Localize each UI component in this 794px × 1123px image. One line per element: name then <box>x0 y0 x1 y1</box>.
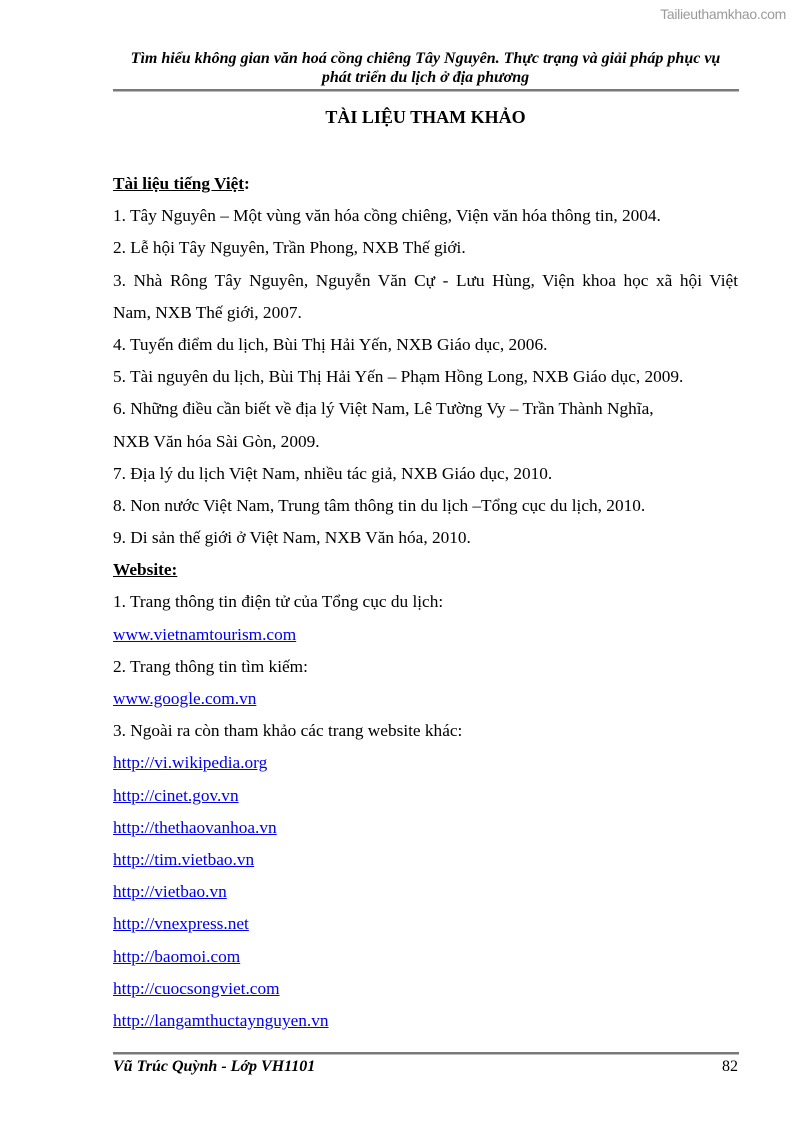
reference-item: 7. Địa lý du lịch Việt Nam, nhiều tác giả, NXB Giáo dục, 2010. <box>113 463 553 483</box>
page-footer <box>113 1058 738 1076</box>
section-heading-text: Website: <box>113 560 178 580</box>
reference-item: 2. Lễ hội Tây Nguyên, Trần Phong, NXB Thế giới. <box>113 238 466 258</box>
section-heading-vietnamese <box>113 168 738 200</box>
reference-item: 6. Những điều cần biết về địa lý Việt Nam, Lê Tường Vy – Trần Thành Nghĩa, <box>113 399 654 419</box>
reference-item-continued: NXB Văn hóa Sài Gòn, 2009. <box>113 431 320 451</box>
header-divider <box>113 89 739 92</box>
page-title: TÀI LIỆU THAM KHẢO <box>325 107 526 127</box>
link-wikipedia[interactable]: http://vi.wikipedia.org <box>113 753 268 773</box>
website-item: 3. Ngoài ra còn tham khảo các trang website khác: <box>113 721 463 741</box>
link-cinet[interactable]: http://cinet.gov.vn <box>113 785 239 805</box>
section-heading-website <box>113 554 738 586</box>
website-item: 2. Trang thông tin tìm kiếm: <box>113 656 308 676</box>
link-cuocsongviet[interactable]: http://cuocsongviet.com <box>113 978 280 998</box>
references-body <box>113 168 738 1037</box>
heading-colon: : <box>244 174 250 193</box>
running-header <box>113 49 738 87</box>
link-vietnamtourism[interactable]: www.vietnamtourism.com <box>113 624 297 644</box>
section-heading-text: Tài liệu tiếng Việt <box>113 174 245 193</box>
link-vietbao[interactable]: http://vietbao.vn <box>113 882 227 902</box>
page-number: 82 <box>722 1058 738 1075</box>
link-google[interactable]: www.google.com.vn <box>113 689 257 708</box>
link-vnexpress[interactable]: http://vnexpress.net <box>113 914 249 934</box>
reference-item: 5. Tài nguyên du lịch, Bùi Thị Hải Yến – Phạm Hồng Long, NXB Giáo dục, 2009. <box>113 367 684 387</box>
footer-author: Vũ Trúc Quỳnh - Lớp VH1101 <box>113 1058 316 1075</box>
header-line-2: phát triển du lịch ở địa phương <box>321 69 530 86</box>
website-item: 1. Trang thông tin điện tử của Tổng cục du lịch: <box>113 592 444 612</box>
link-thethaovanhoa[interactable]: http://thethaovanhoa.vn <box>113 817 277 837</box>
link-tim-vietbao[interactable]: http://tim.vietbao.vn <box>113 849 255 869</box>
reference-item: 1. Tây Nguyên – Một vùng văn hóa cồng chiêng, Viện văn hóa thông tin, 2004. <box>113 206 661 226</box>
reference-item: 4. Tuyến điểm du lịch, Bùi Thị Hải Yến, NXB Giáo dục, 2006. <box>113 334 548 354</box>
reference-item: 9. Di sản thế giới ở Việt Nam, NXB Văn hóa, 2010. <box>113 528 471 548</box>
header-line-1: Tìm hiểu không gian văn hoá cồng chiêng Tây Nguyên. Thực trạng và giải pháp phục vụ <box>130 50 721 67</box>
reference-item: 3. Nhà Rông Tây Nguyên, Nguyễn Văn Cự - Lưu Hùng, Viện khoa học xã hội Việt <box>113 270 738 290</box>
reference-item: 8. Non nước Việt Nam, Trung tâm thông tin du lịch –Tổng cục du lịch, 2010. <box>113 495 646 515</box>
watermark: Tailieuthamkhao.com <box>660 6 786 22</box>
reference-item-continued: Nam, NXB Thế giới, 2007. <box>113 302 302 322</box>
link-baomoi[interactable]: http://baomoi.com <box>113 946 241 966</box>
footer-divider <box>113 1052 739 1055</box>
link-langamthuctaynguyen[interactable]: http://langamthuctaynguyen.vn <box>113 1010 329 1030</box>
